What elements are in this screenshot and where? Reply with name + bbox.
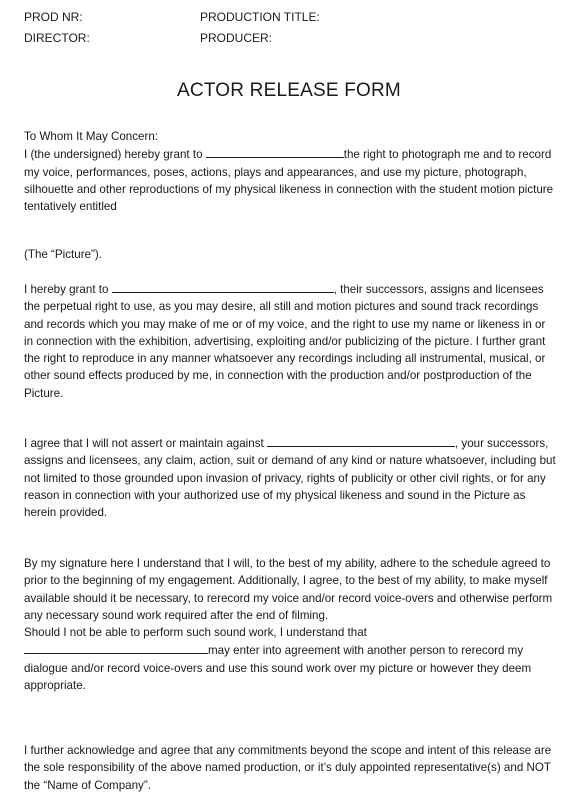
no-claims-paragraph-rest: , your successors, assigns and licensees, any claim, action, suit or demand of any kind or nature whatsoever, including but not limited to those grounded upon invasion of privacy, rights of publicity or other civil rights, or for any reason in connection with your authorized use of my physical likeness and sound in the Picture as herein provided. xyxy=(24,437,556,520)
picture-label: (The “Picture”). xyxy=(24,248,102,261)
production-title-label: PRODUCTION TITLE: xyxy=(200,10,320,24)
salutation-and-grant-paragraph xyxy=(24,128,556,215)
producer-label: PRODUCER: xyxy=(200,31,273,45)
rights-grantee-blank-field[interactable] xyxy=(112,280,334,293)
prod-nr-label: PROD NR: xyxy=(24,10,83,24)
picture-label-block xyxy=(24,246,556,263)
rerecord-paragraph-first-line: Should I not be able to perform such sound work, I understand that xyxy=(24,626,367,640)
no-claims-paragraph xyxy=(24,434,556,521)
rerecord-party-blank-field[interactable] xyxy=(24,641,208,654)
grant-paragraph xyxy=(24,145,556,215)
rerecord-paragraph-rest: may enter into agreement with another person to rerecord my dialogue and/or record voice-overs and use this sound work over my picture or however they deem appropriate. xyxy=(24,644,532,693)
rights-paragraph xyxy=(24,280,556,402)
salutation: To Whom It May Concern: xyxy=(24,130,159,143)
no-claims-blank-field[interactable] xyxy=(267,434,455,447)
no-claims-paragraph-start: I agree that I will not assert or maintain against xyxy=(24,437,267,450)
director-label: DIRECTOR: xyxy=(24,31,90,45)
sound-work-paragraph xyxy=(24,555,556,694)
rights-paragraph-start: I hereby grant to xyxy=(24,283,112,296)
form-title: ACTOR RELEASE FORM xyxy=(177,80,401,101)
grantee-blank-field[interactable] xyxy=(206,145,344,158)
grant-paragraph-rest: the right to photograph me and to record my voice, performances, poses, actions, plays and appearances, and use my picture, photograph, silhouette and other reproductions of my physical likeness in connection with the student motion picture tentatively entitled xyxy=(24,148,554,214)
acknowledgement-text: I further acknowledge and agree that any commitments beyond the scope and intent of this release are the sole responsibility of the above named production, or it’s duly appointed representative(s) and NOT the “Name of Company”. xyxy=(24,744,552,792)
grant-paragraph-start: I (the undersigned) hereby grant to xyxy=(24,148,206,162)
schedule-paragraph: By my signature here I understand that I will, to the best of my ability, adhere to the schedule agreed to prior to the beginning of my engagement. Additionally, I agree, to the best of my ability, to make myself available should it be necessary, to rerecord my voice and/or record voice-overs and otherwise perform any necessary sound work required after the end of filming. xyxy=(24,557,553,622)
acknowledgement-paragraph xyxy=(24,742,556,794)
rights-paragraph-rest: , their successors, assigns and licensees the perpetual right to use, as you may desire, all still and motion pictures and sound track recordings and records which you may make of me or of my voice, and the right to use my name or likeness in or in connection with the exhibition, advertising, exploiting and/or publicizing of the picture. I further grant the right to reproduce in any manner whatsoever any recordings including all instrumental, musical, or other sound effects produced by me, in connection with the production and/or postproduction of the Picture. xyxy=(24,283,546,400)
